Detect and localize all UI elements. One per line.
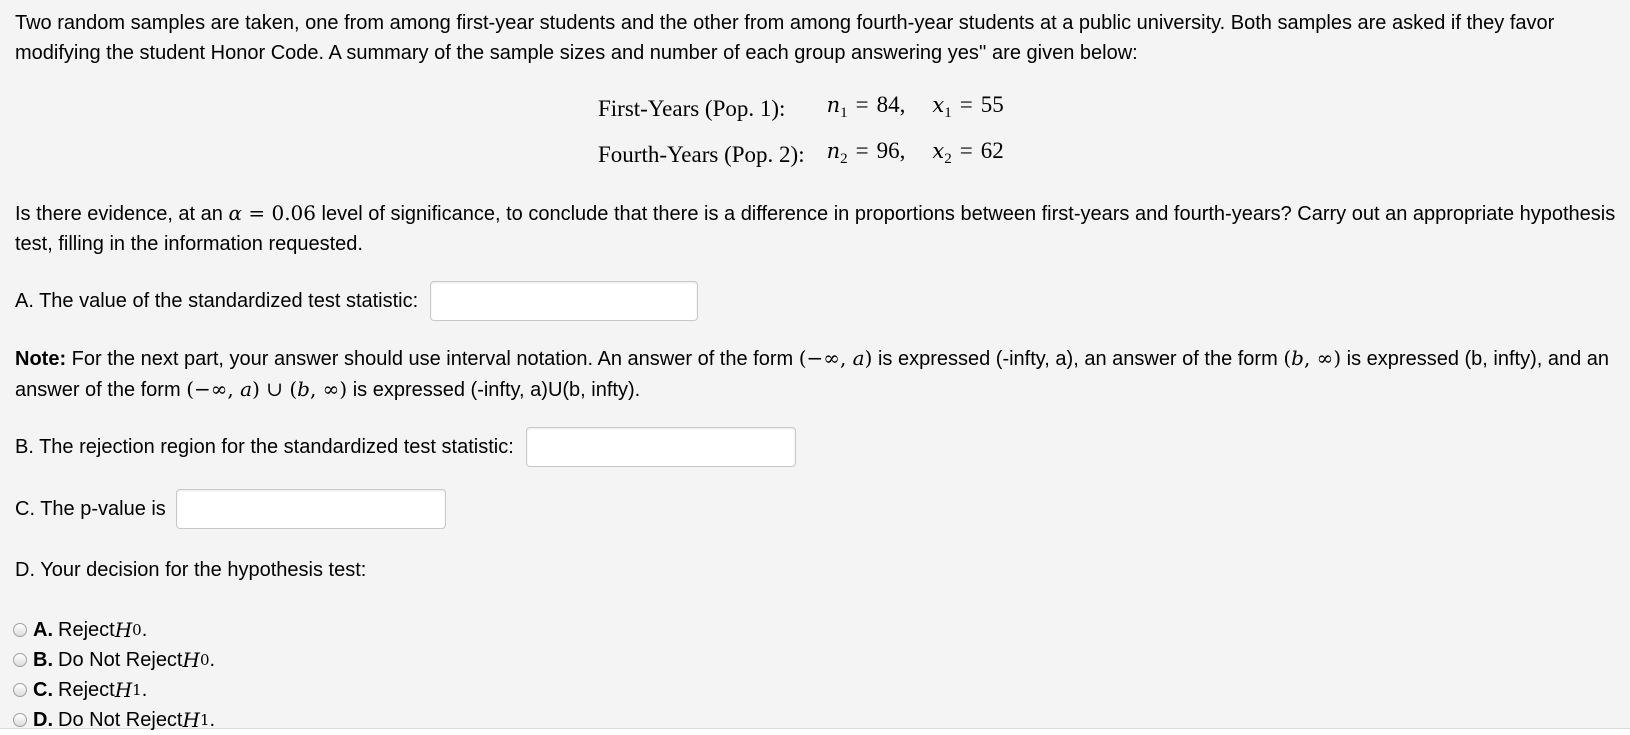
sample-summary-table bbox=[598, 86, 1004, 178]
decision-choices bbox=[13, 615, 1616, 735]
n-value: $n_1 = 84$, bbox=[826, 92, 906, 121]
choice-reject-h1[interactable]: C. Reject H 1 . bbox=[13, 675, 1616, 705]
choice-do-not-reject-h1[interactable]: D. Do Not Reject H 1 . bbox=[13, 705, 1616, 735]
p-value-input[interactable] bbox=[176, 489, 446, 529]
part-b-row bbox=[15, 427, 1616, 467]
n-value: $n_2 = 96$, bbox=[826, 138, 906, 167]
choice-do-not-reject-h0[interactable]: B. Do Not Reject H 0 . bbox=[13, 645, 1616, 675]
test-statistic-input[interactable] bbox=[430, 281, 698, 321]
alpha-symbol: α bbox=[228, 201, 242, 225]
part-c-row bbox=[15, 489, 1616, 529]
x-value: $x_2 = 62$ bbox=[932, 138, 1004, 167]
rejection-region-input[interactable] bbox=[526, 427, 796, 467]
radio-button[interactable] bbox=[13, 683, 27, 697]
radio-button[interactable] bbox=[13, 713, 27, 727]
table-row bbox=[598, 86, 1004, 132]
table-row bbox=[598, 132, 1004, 178]
x-value: $x_1 = 55$ bbox=[932, 92, 1004, 121]
part-b-label: B. The rejection region for the standardized test statistic: bbox=[15, 436, 514, 458]
problem-intro: Two random samples are taken, one from among first-year students and the other from among fourth-year students at a public university. Both samples are asked if they favor modifying the student Honor Code. A summary of the sample sizes and number of each group answering yes'' are given below: bbox=[15, 12, 1555, 64]
question-text: Is there evidence, at an α = 0.06 level of significance, to conclude that there is a difference in proportions between first-years and fourth-years? Carry out an appropriate hypothesis test, filling in the information requested. bbox=[15, 201, 1616, 255]
row-label: Fourth-Years (Pop. 2): bbox=[598, 142, 805, 167]
part-c-label: C. The p-value is bbox=[15, 498, 166, 520]
part-a-row bbox=[15, 281, 1616, 321]
radio-button[interactable] bbox=[13, 623, 27, 637]
alpha-value: 0.06 bbox=[271, 201, 316, 225]
part-a-label: A. The value of the standardized test statistic: bbox=[15, 290, 419, 312]
interval-notation-note: Note: For the next part, your answer should use interval notation. An answer of the form (−∞, a) is expressed (-infty, a), an answer of the form (b, ∞) is expressed (b, infty), and an answer of the form (−∞, a) ∪ (b, ∞) is expressed (-infty, a)U(b, infty). bbox=[15, 346, 1610, 401]
choice-reject-h0[interactable]: A. Reject H 0 . bbox=[13, 615, 1616, 645]
part-d-label: D. Your decision for the hypothesis test: bbox=[15, 559, 367, 581]
radio-button[interactable] bbox=[13, 653, 27, 667]
row-label: First-Years (Pop. 1): bbox=[598, 96, 786, 121]
